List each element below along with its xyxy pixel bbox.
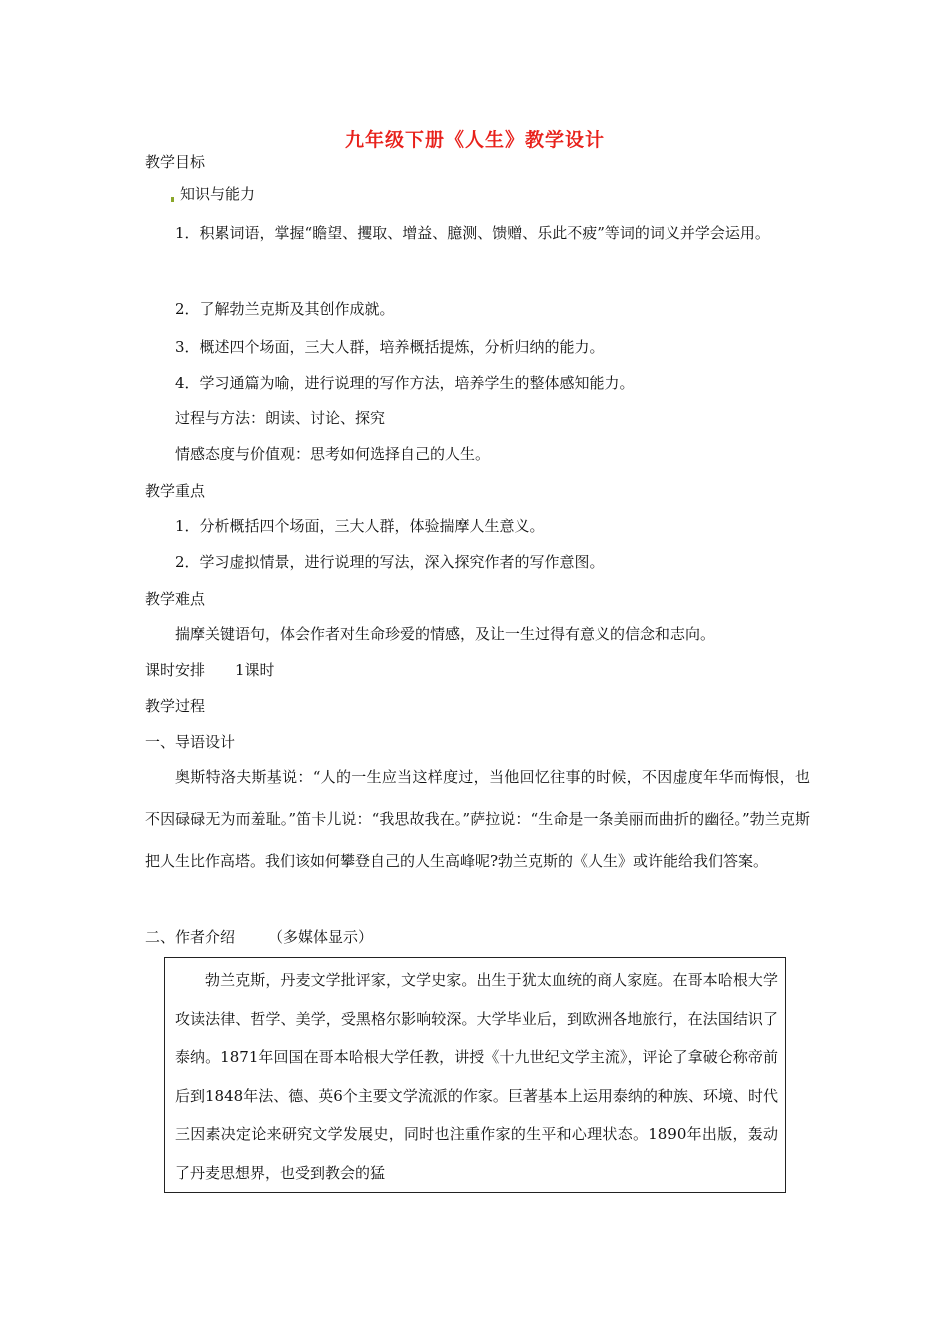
goal-item-1: 1．积累词语，掌握“瞻望、攫取、增益、臆测、馈赠、乐此不疲”等词的词义并学会运用。 (175, 224, 770, 242)
author-info-text: 勃兰克斯，丹麦文学批评家，文学史家。出生于犹太血统的商人家庭。在哥本哈根大学攻读法律、哲学、美学，受黑格尔影响较深。大学毕业后，到欧洲各地旅行，在法国结识了泰纳。1871年回国在哥本哈根大学任教，讲授《十九世纪文学主流》，评论了拿破仑称帝前后到1848年法、德、英6个主要文学流派的作家。巨著基本上运用泰纳的种族、环境、时代三因素决定论来研究文学发展史，同时也注重作家的生平和心理状态。1890年出版，轰动了丹麦思想界，也受到教会的猛 (175, 971, 778, 1182)
goals-heading: 教学目标 (145, 153, 206, 171)
process-method: 过程与方法：朗读、讨论、探究 (175, 409, 386, 427)
key-point-2: 2．学习虚拟情景，进行说理的写法，深入探究作者的写作意图。 (175, 553, 605, 571)
bullet-dot-icon (171, 197, 174, 202)
goal-item-4: 4．学习通篇为喻，进行说理的写作方法，培养学生的整体感知能力。 (175, 374, 635, 392)
schedule-value: 1课时 (235, 661, 275, 679)
key-point-1: 1．分析概括四个场面，三大人群，体验揣摩人生意义。 (175, 517, 545, 535)
difficulty-heading: 教学难点 (145, 590, 206, 608)
section1-heading: 一、导语设计 (145, 733, 236, 751)
key-points-heading: 教学重点 (145, 482, 206, 500)
intro-paragraph: 奥斯特洛夫斯基说：“人的一生应当这样度过，当他回忆往事的时候，不因虚度年华而悔恨，也不因碌碌无为而羞耻。”笛卡儿说：“我思故我在。”萨拉说：“生命是一条美丽而曲折的幽径。”勃兰克斯把人生比作高塔。我们该如何攀登自己的人生高峰呢?勃兰克斯的《人生》或许能给我们答案。 (145, 768, 810, 870)
section2-note: （多媒体显示） (268, 928, 374, 946)
section2-heading: 二、作者介绍 (145, 928, 236, 946)
knowledge-heading: 知识与能力 (180, 185, 256, 203)
goal-item-3: 3．概述四个场面，三大人群，培养概括提炼，分析归纳的能力。 (175, 338, 605, 356)
goal-item-2: 2．了解勃兰克斯及其创作成就。 (175, 300, 395, 318)
difficulty-text: 揣摩关键语句，体会作者对生命珍爱的情感，及让一生过得有意义的信念和志向。 (175, 625, 716, 643)
schedule-label: 课时安排 (145, 661, 206, 679)
author-info-box (164, 957, 786, 1193)
process-heading: 教学过程 (145, 697, 206, 715)
page-title: 九年级下册《人生》教学设计 (344, 129, 605, 151)
emotion-goal: 情感态度与价值观：思考如何选择自己的人生。 (175, 445, 491, 463)
